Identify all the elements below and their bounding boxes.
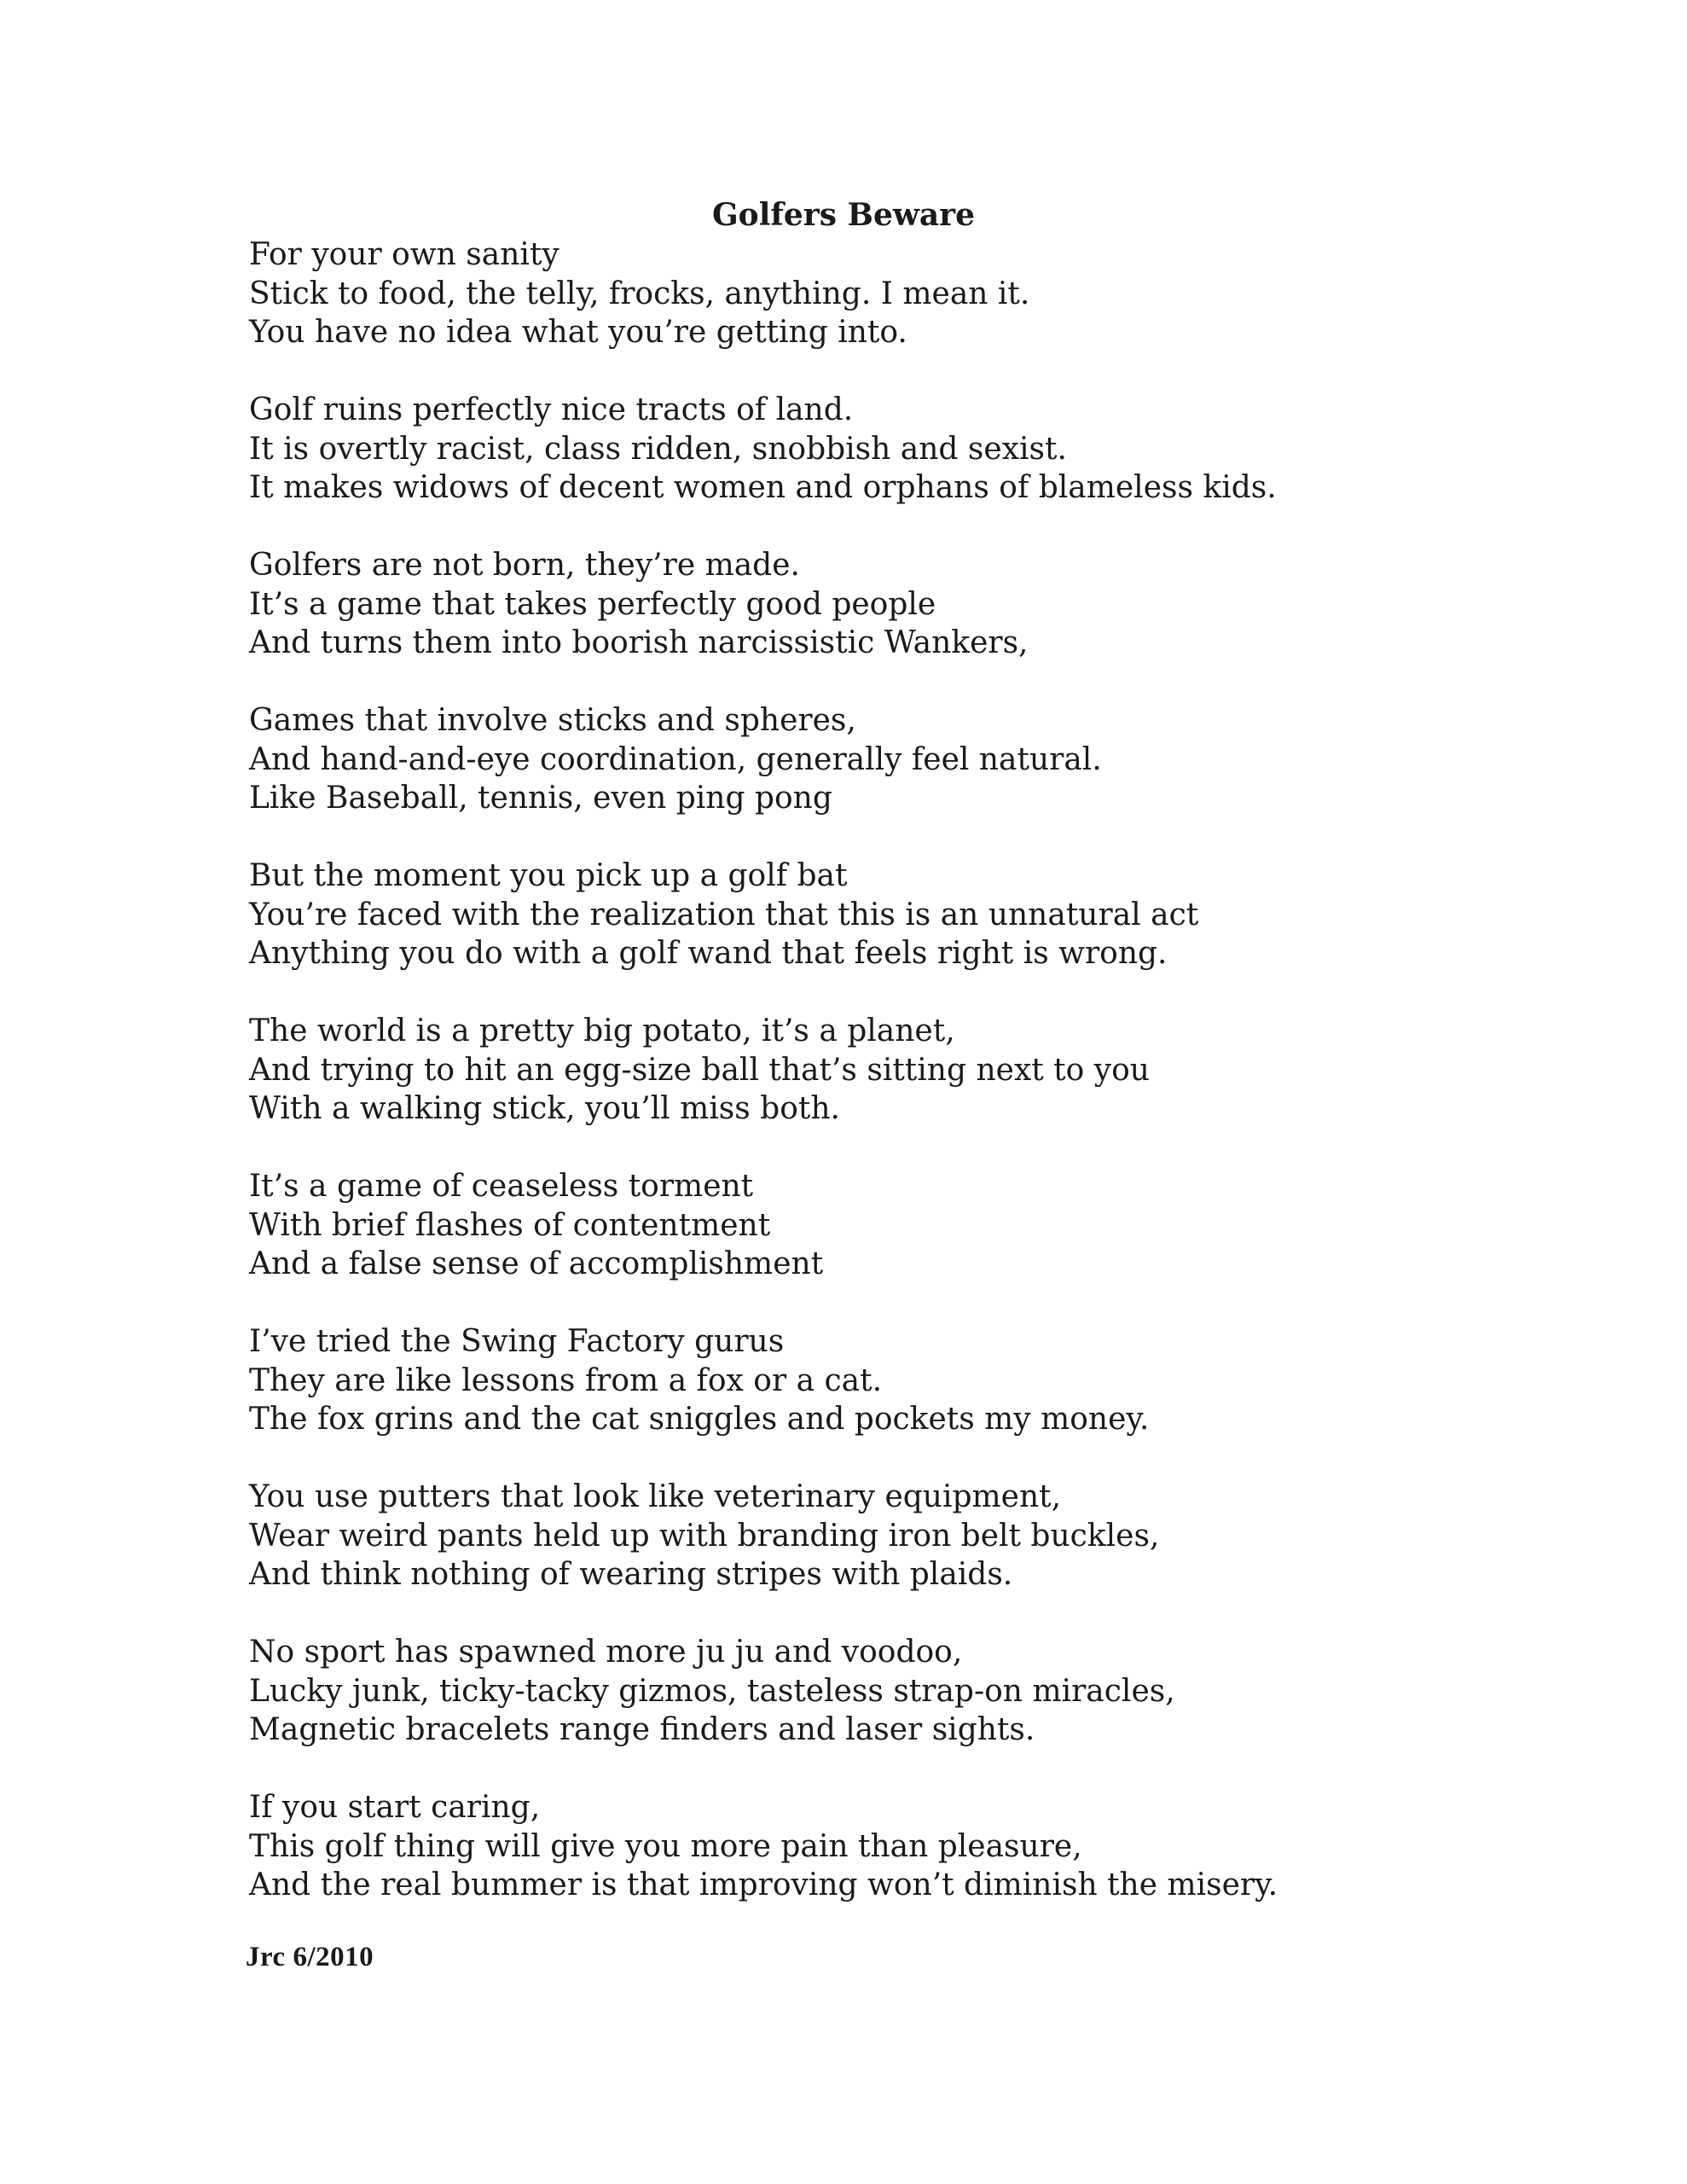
stanza (249, 546, 1648, 663)
poem-body (249, 235, 1648, 1943)
poem-line: With a walking stick, you’ll miss both. (249, 1091, 840, 1126)
poem-line: And hand-and-eye coordination, generally feel natural. (249, 741, 1102, 777)
poem-line: It’s a game of ceaseless torment (249, 1169, 754, 1204)
poem-line: You use putters that look like veterinary equipment, (249, 1479, 1062, 1514)
poem-line: It’s a game that takes perfectly good people (249, 586, 936, 622)
poem-line: Stick to food, the telly, frocks, anything. I mean it. (249, 276, 1030, 311)
poem-line: But the moment you pick up a golf bat (249, 858, 848, 893)
poem-line: Like Baseball, tennis, even ping pong (249, 781, 832, 816)
stanza (249, 1167, 1648, 1284)
poem-line: It makes widows of decent women and orphans of blameless kids. (249, 470, 1277, 505)
poem-title: Golfers Beware (711, 197, 976, 233)
poem-line: Anything you do with a golf wand that feels right is wrong. (249, 936, 1168, 971)
poem-line: And a false sense of accomplishment (249, 1246, 824, 1281)
poem-line: It is overtly racist, class ridden, snobbish and sexist. (249, 431, 1067, 467)
poem-line: This golf thing will give you more pain than pleasure, (249, 1828, 1082, 1864)
poem-line: Lucky junk, ticky-tacky gizmos, tasteless strap-on miracles, (249, 1673, 1175, 1709)
stanza (249, 235, 1648, 352)
poem-line: For your own sanity (249, 237, 559, 272)
poem-line: The fox grins and the cat sniggles and pockets my money. (249, 1402, 1150, 1437)
poem-line: Golfers are not born, they’re made. (249, 548, 800, 583)
poem-line: You’re faced with the realization that this is an unnatural act (249, 897, 1199, 932)
stanza (249, 857, 1648, 973)
poem-line: If you start caring, (249, 1790, 541, 1825)
poem-line: Games that involve sticks and spheres, (249, 703, 856, 738)
poem-line: And think nothing of wearing stripes with plaids. (249, 1557, 1013, 1592)
poem-line: You have no idea what you’re getting into. (249, 315, 907, 350)
poem-line: I’ve tried the Swing Factory gurus (249, 1324, 785, 1359)
stanza (249, 1322, 1648, 1439)
poem-line: And the real bummer is that improving won’t diminish the misery. (249, 1867, 1278, 1902)
stanza (249, 1478, 1648, 1594)
poem-line: Golf ruins perfectly nice tracts of land. (249, 392, 854, 427)
stanza (249, 701, 1648, 818)
poem-line: And trying to hit an egg-size ball that’s sitting next to you (249, 1052, 1150, 1088)
poem-line: With brief flashes of contentment (249, 1207, 771, 1243)
poem-line: Wear weird pants held up with branding iron belt buckles, (249, 1518, 1160, 1554)
poem-line: Magnetic bracelets range finders and laser sights. (249, 1712, 1035, 1747)
stanza (249, 1633, 1648, 1750)
poem-line: And turns them into boorish narcissistic Wankers, (249, 625, 1029, 660)
poem-line: No sport has spawned more ju ju and voodoo, (249, 1635, 963, 1670)
author-signature: Jrc 6/2010 (246, 1942, 374, 1972)
stanza (249, 391, 1648, 508)
stanza (249, 1788, 1648, 1905)
stanza (249, 1012, 1648, 1129)
poem-line: The world is a pretty big potato, it’s a planet, (249, 1014, 955, 1048)
poem-line: They are like lessons from a fox or a cat. (249, 1362, 883, 1398)
